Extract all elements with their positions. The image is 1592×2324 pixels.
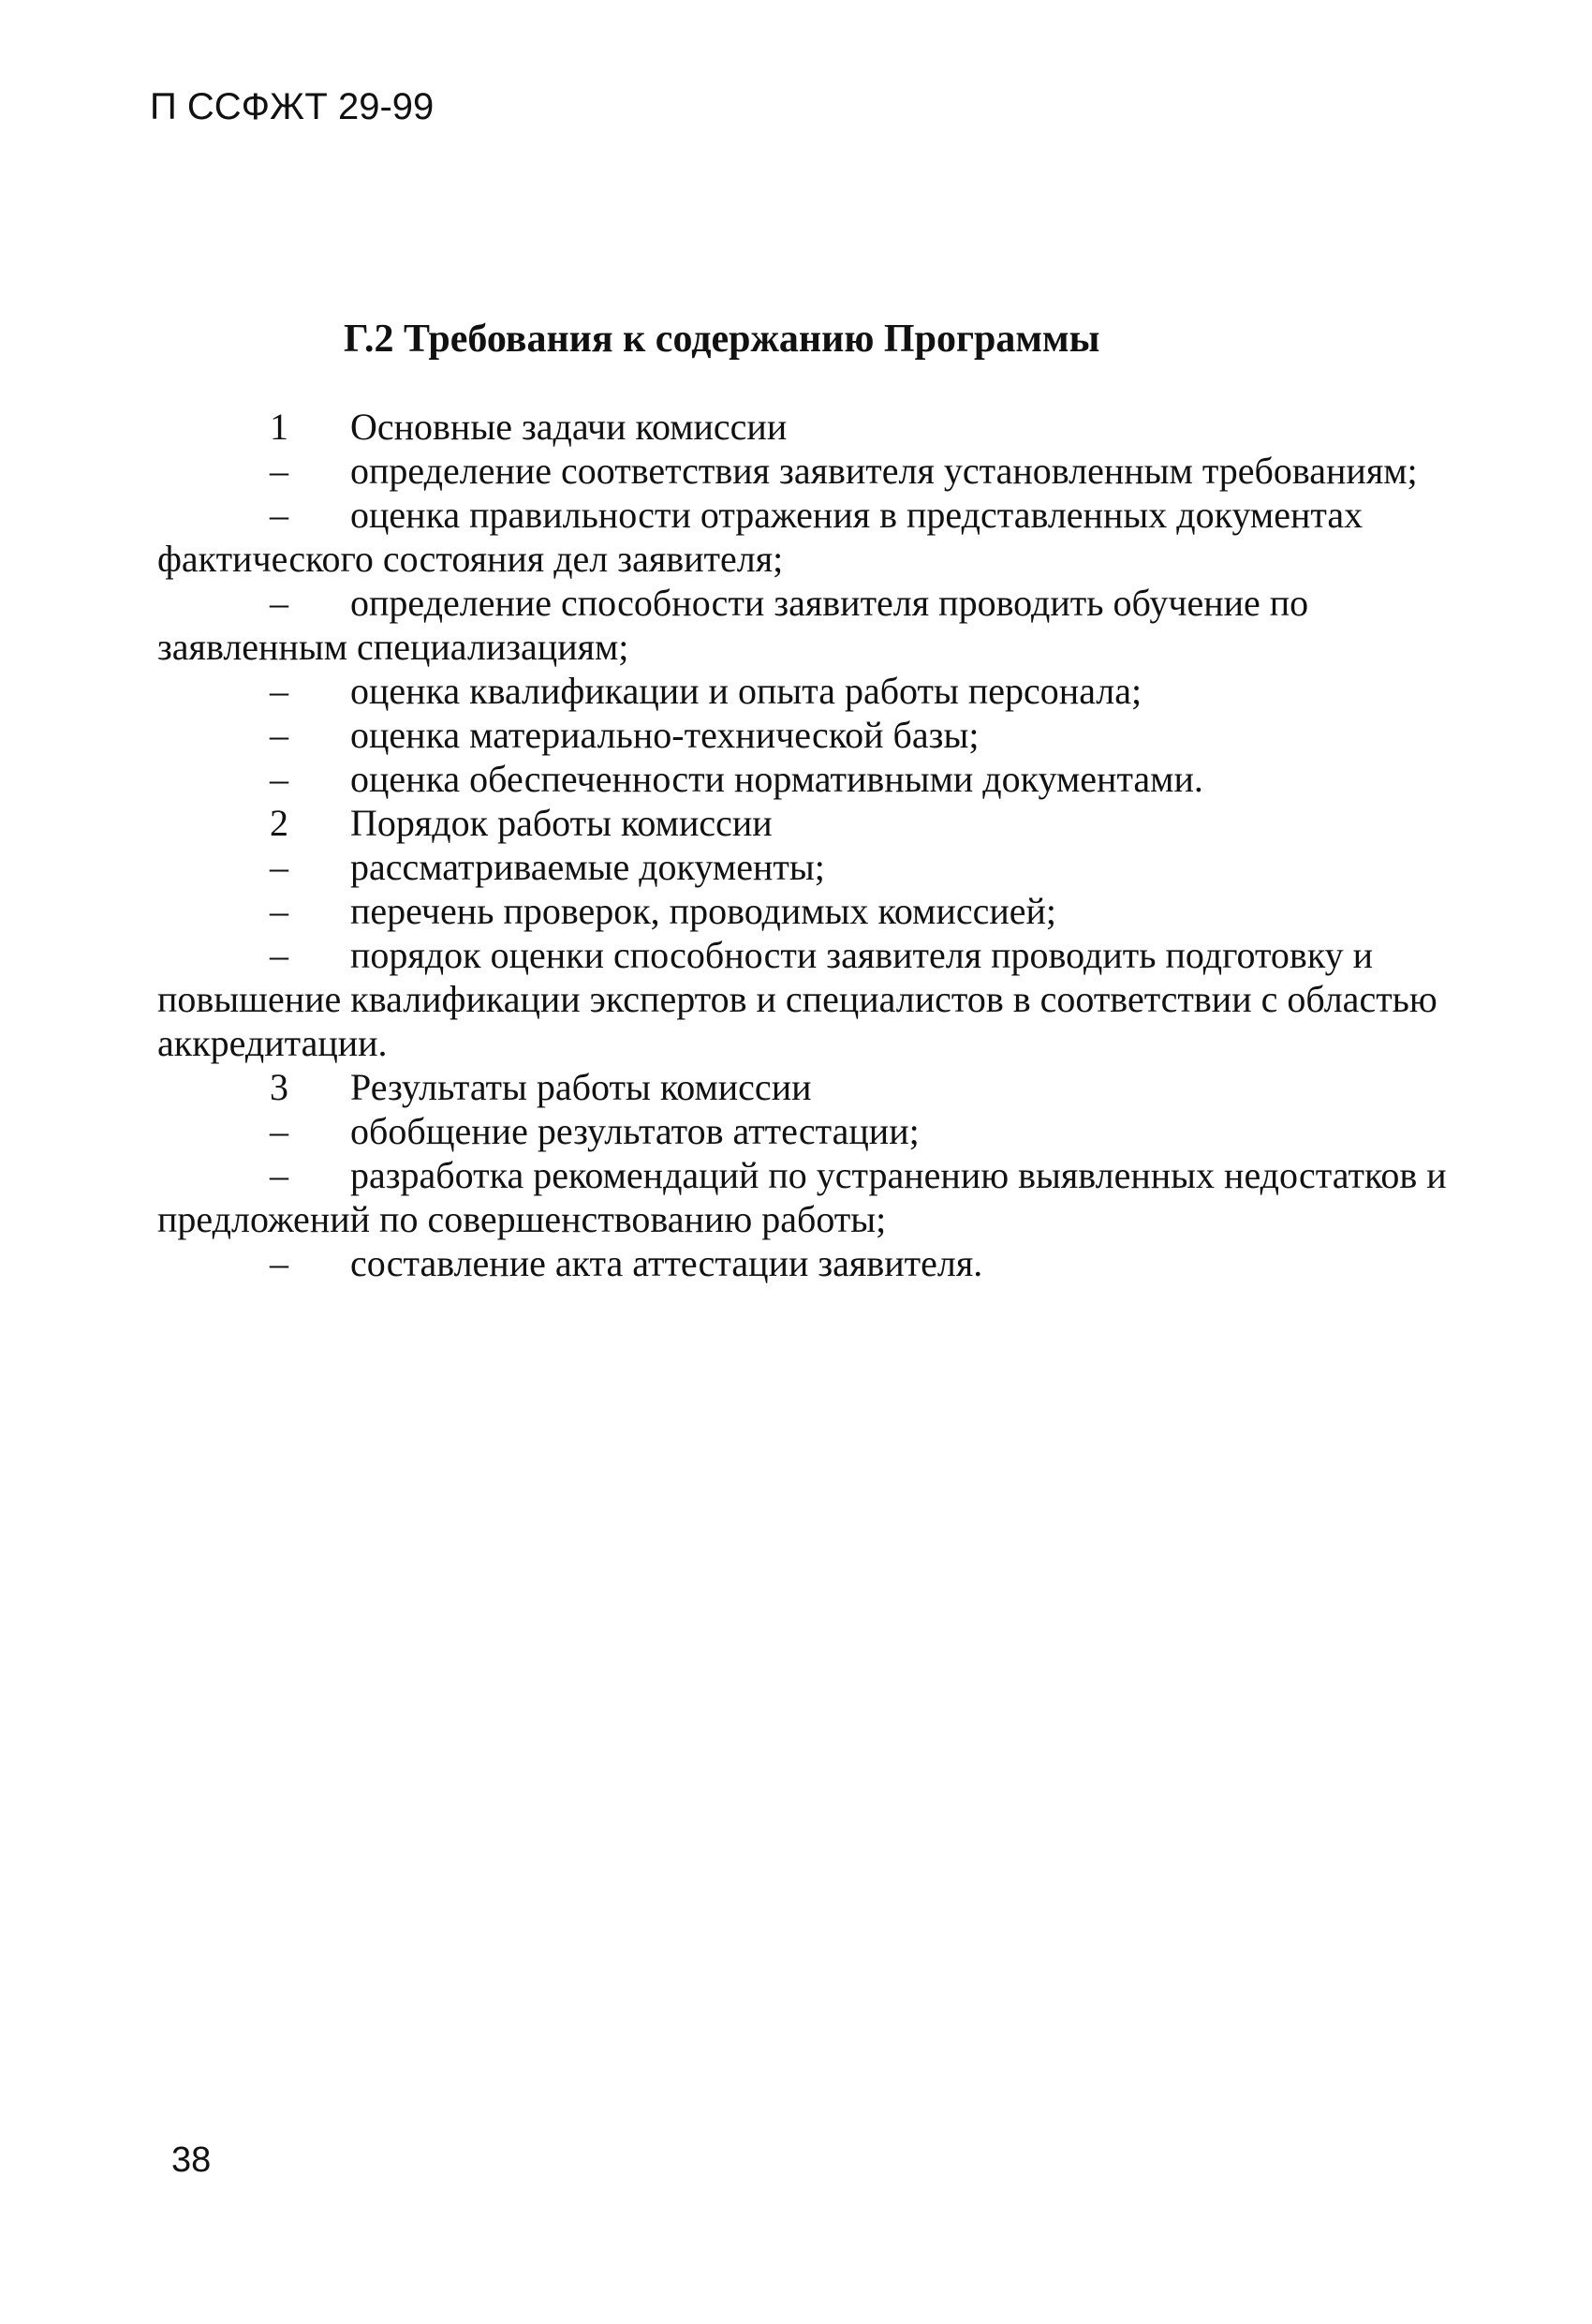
section-title: Г.2 Требования к содержанию Программы [344, 318, 1100, 361]
item-text: определение соответствия заявителя установленным требованиям; [350, 450, 1418, 492]
list-item [157, 405, 1506, 449]
item-text: обобщение результатов аттестации; [350, 1110, 920, 1152]
dash-marker: – [270, 1154, 288, 1196]
dash-marker: – [270, 934, 288, 976]
dash-marker: – [270, 450, 288, 492]
item-text: предложений по совершенствованию работы; [157, 1198, 887, 1240]
dash-marker: – [270, 846, 288, 888]
dash-marker: – [270, 1110, 288, 1152]
list-item [157, 581, 1506, 625]
list-item [157, 757, 1506, 801]
document-code: П ССФЖТ 29-99 [150, 86, 435, 127]
item-text: Основные задачи комиссии [350, 406, 788, 448]
item-text: оценка правильности отражения в представленных документах [350, 494, 1364, 536]
program-requirements-list [157, 405, 1506, 1285]
item-number: 1 [270, 406, 288, 448]
list-item [157, 889, 1506, 933]
item-text: фактического состояния дел заявителя; [157, 538, 784, 580]
item-text: Порядок работы комиссии [350, 802, 773, 844]
item-text: разработка рекомендаций по устранению выявленных недостатков и [350, 1154, 1447, 1196]
list-item [157, 933, 1506, 977]
page-number: 38 [171, 2140, 212, 2180]
item-text: оценка обеспеченности нормативными документами. [350, 758, 1203, 800]
dash-marker: – [270, 582, 288, 624]
item-text: заявленным специализациям; [157, 626, 629, 668]
item-text: составление акта аттестации заявителя. [350, 1242, 983, 1284]
list-item [157, 1153, 1506, 1197]
dash-marker: – [270, 714, 288, 756]
item-text: оценка квалификации и опыта работы персонала; [350, 670, 1142, 712]
item-text: определение способности заявителя проводить обучение по [350, 582, 1309, 624]
item-text: порядок оценки способности заявителя проводить подготовку и [350, 934, 1374, 976]
dash-marker: – [270, 494, 288, 536]
item-text: рассматриваемые документы; [350, 846, 825, 888]
list-item [157, 449, 1506, 493]
item-text: повышение квалификации экспертов и специалистов в соответствии с областью [157, 978, 1437, 1020]
item-text: перечень проверок, проводимых комиссией; [350, 890, 1057, 932]
item-text: Результаты работы комиссии [350, 1066, 812, 1108]
list-item [157, 669, 1506, 713]
list-item-continuation [157, 1197, 1506, 1241]
list-item-continuation [157, 977, 1506, 1021]
list-item [157, 713, 1506, 757]
item-text: оценка материально-технической базы; [350, 714, 980, 756]
list-item [157, 1241, 1506, 1285]
list-item [157, 845, 1506, 889]
list-item-continuation [157, 1021, 1506, 1065]
item-text: аккредитации. [157, 1022, 388, 1064]
list-item [157, 493, 1506, 537]
list-item-continuation [157, 625, 1506, 669]
dash-marker: – [270, 1242, 288, 1284]
dash-marker: – [270, 758, 288, 800]
dash-marker: – [270, 670, 288, 712]
list-item [157, 1065, 1506, 1109]
item-number: 2 [270, 802, 288, 844]
list-item [157, 801, 1506, 845]
dash-marker: – [270, 890, 288, 932]
item-number: 3 [270, 1066, 288, 1108]
list-item [157, 1109, 1506, 1153]
list-item-continuation [157, 537, 1506, 581]
